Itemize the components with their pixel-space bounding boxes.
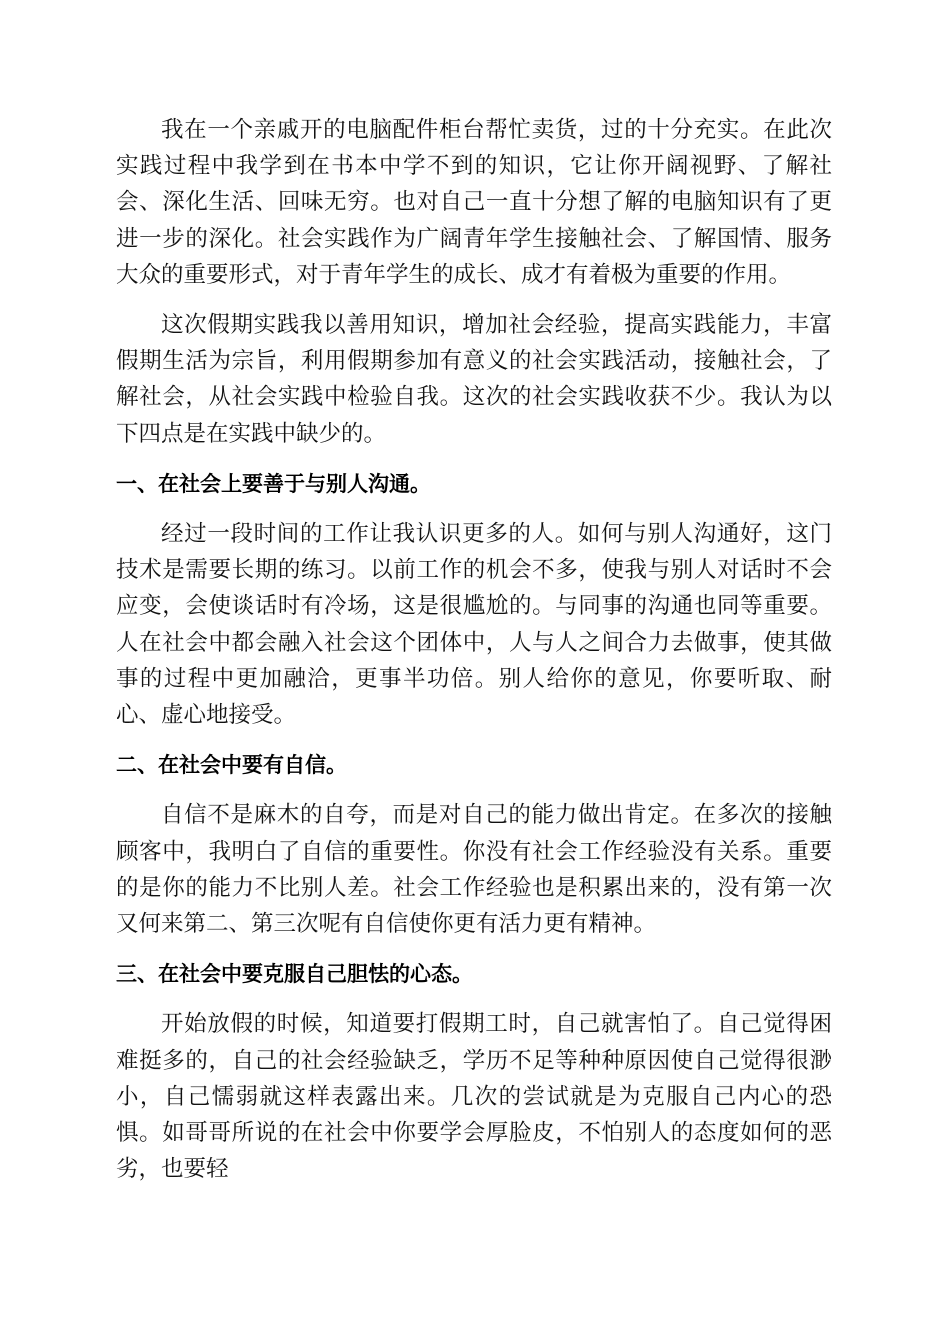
paragraph-overcome-timidity: 开始放假的时候，知道要打假期工时，自己就害怕了。自己觉得困难挺多的，自己的社会经验缺乏，学历不足等种种原因使自己觉得很渺小，自己懦弱就这样表露出来。几次的尝试就是为克服自己内心的恐惧。如哥哥所说的在社会中你要学会厚脸皮，不怕别人的态度如何的恶劣，也要轻 xyxy=(116,1011,832,1183)
paragraph-intro: 我在一个亲戚开的电脑配件柜台帮忙卖货，过的十分充实。在此次实践过程中我学到在书本中学不到的知识，它让你开阔视野、了解社会、深化生活、回味无穷。也对自己一直十分想了解的电脑知识有了更进一步的深化。社会实践作为广阔青年学生接触社会、了解国情、服务大众的重要形式，对于青年学生的成长、成才有着极为重要的作用。 xyxy=(116,117,832,288)
paragraph-purpose: 这次假期实践我以善用知识，增加社会经验，提高实践能力，丰富假期生活为宗旨，利用假期参加有意义的社会实践活动，接触社会，了解社会，从社会实践中检验自我。这次的社会实践收获不少。我认为以下四点是在实践中缺少的。 xyxy=(116,312,832,447)
heading-communication: 一、在社会上要善于与别人沟通。 xyxy=(116,471,431,496)
paragraph-communication: 经过一段时间的工作让我认识更多的人。如何与别人沟通好，这门技术是需要长期的练习。以前工作的机会不多，使我与别人对话时不会应变，会使谈话时有冷场，这是很尴尬的。与同事的沟通也同等重要。人在社会中都会融入社会这个团体中，人与人之间合力去做事，使其做事的过程中更加融洽，更事半功倍。别人给你的意见，你要听取、耐心、虚心地接受。 xyxy=(116,521,832,729)
heading-confidence: 二、在社会中要有自信。 xyxy=(116,753,347,778)
heading-overcome-timidity: 三、在社会中要克服自己胆怯的心态。 xyxy=(116,962,473,987)
paragraph-confidence: 自信不是麻木的自夸，而是对自己的能力做出肯定。在多次的接触顾客中，我明白了自信的重要性。你没有社会工作经验没有关系。重要的是你的能力不比别人差。社会工作经验也是积累出来的，没有第一次又何来第二、第三次呢有自信使你更有活力更有精神。 xyxy=(116,802,832,938)
document-body xyxy=(116,112,832,1201)
